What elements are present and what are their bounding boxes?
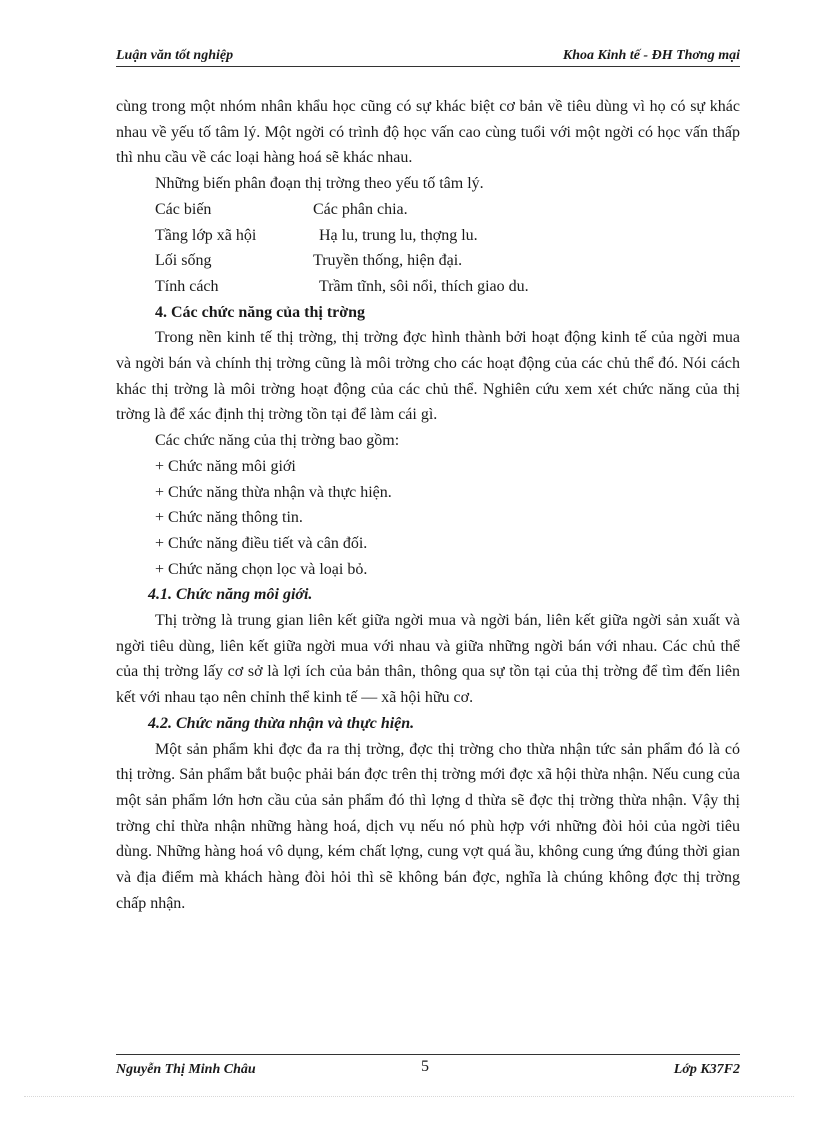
table-row — [116, 248, 740, 274]
list-item: + Chức năng thừa nhận và thực hiện. — [155, 483, 392, 501]
table-cell-variable: Lối sống — [155, 252, 212, 270]
paragraph-intro: cùng trong một nhóm nhân khẩu học cũng có sự khác biệt cơ bản về tiêu dùng vì họ có sự khác nhau về yếu tố tâm lý. Một ngời có trình độ học vấn cao cùng tuổi với một ngời có học vấn thấp thì nhu cầu về các loại hàng hoá sẽ khác nhau. — [116, 98, 740, 167]
page-body — [116, 94, 740, 917]
list-item: + Chức năng chọn lọc và loại bỏ. — [155, 560, 368, 578]
table-header-division: Các phân chia. — [313, 200, 408, 218]
table-cell-variable: Tính cách — [155, 277, 219, 295]
footer-author: Nguyễn Thị Minh Châu — [116, 1062, 256, 1077]
section-4-1-paragraph: Thị trờng là trung gian liên kết giữa ngời mua và ngời bán, liên kết giữa ngời sản xuất và ngời tiêu dùng, liên kết giữa ngời mua với nhau và giữa những ngời bán với nhau. Các chủ thể của thị trờng lấy cơ sở là lợi ích của bản thân, thông qua sự tồn tại của thị trờng để tìm đến liên kết với nhau tạo nên chỉnh thể kinh tế — xã hội hữu cơ. — [116, 612, 740, 707]
list-item: + Chức năng thông tin. — [155, 509, 303, 527]
list-item: + Chức năng môi giới — [155, 457, 296, 475]
table-header-variable: Các biến — [155, 200, 212, 218]
header-thesis-label: Luận văn tốt nghiệp — [116, 48, 234, 63]
header-rule — [116, 66, 740, 67]
psych-table-header — [116, 197, 740, 223]
table-row — [116, 274, 740, 300]
section-4-2-heading: 4.2. Chức năng thừa nhận và thực hiện. — [148, 714, 415, 732]
functions-intro: Các chức năng của thị trờng bao gồm: — [155, 432, 400, 450]
section-4-2-paragraph: Một sản phẩm khi đợc đa ra thị trờng, đợc thị trờng cho thừa nhận tức sản phẩm đó là có thị trờng. Sản phẩm bắt buộc phải bán đợc trên thị trờng mới đợc xã hội thừa nhận. Nếu cung của một sản phẩm lớn hơn cầu của sản phẩm đó thì lợng d thừa sẽ đợc thị trờng thừa nhận. Vậy thị trờng chỉ thừa nhận những hàng hoá, dịch vụ nếu nó phù hợp với những đòi hỏi của ngời tiêu dùng. Những hàng hoá vô dụng, kém chất lợng, cung vợt quá ầu, không cung ứng đúng thời gian và địa điểm mà khách hàng đòi hỏi thì sẽ không bán đợc, nghĩa là chúng không đợc thị trờng chấp nhận. — [116, 740, 740, 912]
page-bottom-dotted-line — [24, 1096, 794, 1097]
footer-rule — [116, 1054, 740, 1055]
list-item: + Chức năng điều tiết và cân đối. — [155, 534, 368, 552]
table-row — [116, 223, 740, 249]
table-cell-division: Hạ lu, trung lu, thợng lu. — [319, 226, 478, 244]
page-footer — [116, 1054, 740, 1084]
section-4-1-heading: 4.1. Chức năng môi giới. — [148, 586, 313, 604]
table-cell-variable: Tầng lớp xã hội — [155, 226, 257, 244]
page-number: 5 — [421, 1058, 429, 1075]
section-4-paragraph: Trong nền kinh tế thị trờng, thị trờng đợc hình thành bởi hoạt động kinh tế của ngời mua và ngời bán và chính thị trờng cũng là môi trờng cho các hoạt động của các chủ thể đó. Nói cách khác thị trờng là môi trờng hoạt động của các chủ thể. Nghiên cứu xem xét chức năng của thị trờng là để xác định thị trờng tồn tại để làm cái gì. — [116, 329, 740, 424]
section-4-heading: 4. Các chức năng của thị trờng — [155, 303, 366, 321]
paragraph-psych-variables: Những biến phân đoạn thị trờng theo yếu tố tâm lý. — [155, 175, 484, 193]
table-cell-division: Truyền thống, hiện đại. — [313, 252, 463, 270]
header-faculty-label: Khoa Kinh tế - ĐH Thơng mại — [562, 48, 740, 63]
table-cell-division: Trầm tĩnh, sôi nổi, thích giao du. — [319, 277, 529, 295]
page-header — [116, 48, 740, 70]
footer-class: Lớp K37F2 — [673, 1062, 740, 1077]
